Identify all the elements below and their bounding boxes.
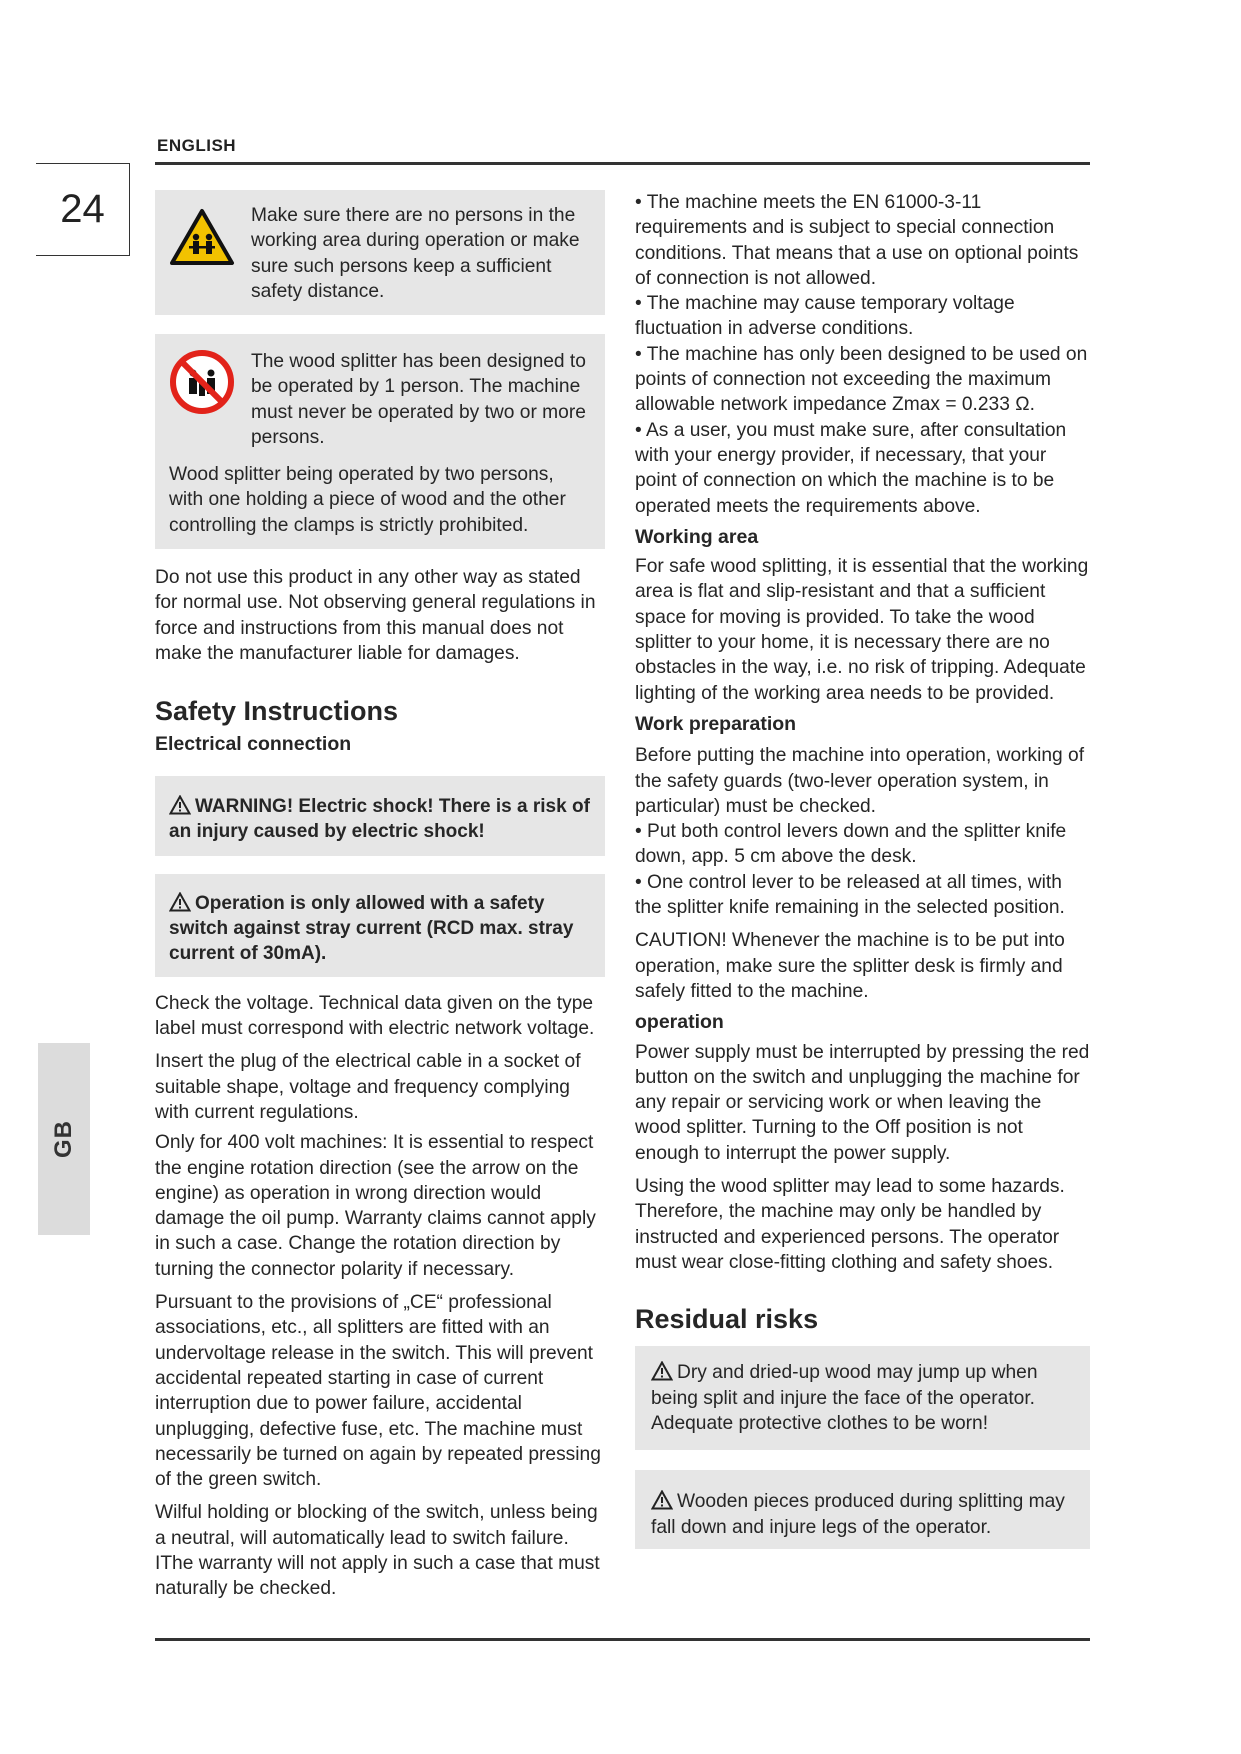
residual-risks-title: Residual risks	[635, 1304, 819, 1335]
intro-paragraph: Do not use this product in any other way as stated for normal use. Not observing general regulations in force and instructions from this manual does not make the manufacturer liable for damages.	[155, 567, 596, 664]
two-person-box	[155, 334, 605, 549]
warning-box-1	[155, 776, 605, 856]
language-label: ENGLISH	[157, 136, 237, 155]
left-column	[155, 190, 605, 1602]
paragraph-voltage: Check the voltage. Technical data given on the type label must correspond with electric network voltage.	[155, 992, 595, 1040]
person-warning-icon	[169, 208, 235, 266]
bullet-impedance: • The machine has only been designed to be used on points of connection not exceeding the maximum allowable network impedance Zmax = 0.233 Ω.	[635, 343, 1088, 416]
work-preparation-text: Before putting the machine into operation, working of the safety guards (two-lever operation system, in particular) must be checked.	[635, 745, 1085, 817]
operation-text-2: Using the wood splitter may lead to some hazards. Therefore, the machine may only be handled by instructed and experienced persons. The operator must wear close-fitting clothing and safety shoes.	[635, 1175, 1065, 1273]
warning-triangle-icon	[651, 1361, 673, 1381]
operation-text-1: Power supply must be interrupted by pressing the red button on the switch and unplugging the machine for any repair or servicing work or when leaving the wood splitter. Turning to the Off position is not enough to interrupt the power supply.	[635, 1041, 1090, 1164]
warning-triangle-icon	[651, 1490, 673, 1510]
bullet-voltage-fluctuation: • The machine may cause temporary voltage fluctuation in adverse conditions.	[635, 293, 1015, 340]
person-warning-box	[155, 190, 605, 315]
work-preparation-bullet-1: • Put both control levers down and the splitter knife down, app. 5 cm above the desk.	[635, 821, 1067, 868]
bullet-en61000: • The machine meets the EN 61000-3-11 requirements and is subject to special connection conditions. That means that a use on optional points of connection is not allowed.	[635, 192, 1079, 289]
work-preparation-bullet-2: • One control lever to be released at all times, with the splitter knife remaining in the selected position.	[635, 871, 1065, 919]
risk-box-2	[635, 1470, 1090, 1549]
warning-triangle-icon	[169, 795, 191, 815]
warning-1-text: WARNING! Electric shock! There is a risk of an injury caused by electric shock!	[169, 795, 590, 842]
header-rule	[155, 162, 1090, 165]
subsection-title: Electrical connection	[155, 733, 352, 756]
paragraph-400v: Only for 400 volt machines: It is essential to respect the engine rotation direction (see the arrow on the engine) as operation in wrong direction would damage the oil pump. Warranty claims cannot apply in such a case. Change the rotation direction by turning the connector polarity if necessary.	[155, 1132, 596, 1280]
right-column	[635, 190, 1090, 1549]
two-person-prohibited-icon	[169, 349, 235, 415]
bullet-energy-provider: • As a user, you must make sure, after consultation with your energy provider, if necessary, that your point of connection on which the machine is to be operated meets the requirements above.	[635, 419, 1067, 517]
risk-box-1	[635, 1346, 1090, 1450]
page-number: 24	[36, 163, 130, 256]
working-area-text: For safe wood splitting, it is essential that the working area is flat and slip-resistant and that a sufficient space for moving is provided. To take the wood splitter to your home, it is necessary there are no obstacles in the way, i.e. no risk of tripping. Adequate lighting of the working area needs to be provided.	[635, 556, 1089, 704]
risk-2-text: Wooden pieces produced during splitting may fall down and injure legs of the operator.	[651, 1491, 1065, 1538]
caution-text: CAUTION! Whenever the machine is to be put into operation, make sure the splitter desk is firmly and safely fitted to the machine.	[635, 930, 1065, 1002]
paragraph-ce: Pursuant to the provisions of „CE“ professional associations, etc., all splitters are fitted with an undervoltage release in the switch. This will prevent accidental repeated starting in case of current interruption due to power failure, accidental unplugging, defective fuse, etc. The machine must necessarily be turned on again by repeated pressing of the green switch.	[155, 1292, 601, 1491]
side-tab-label: GB	[50, 1120, 77, 1158]
working-area-title: Working area	[635, 525, 759, 548]
side-tab	[38, 1043, 90, 1235]
box1-text: Make sure there are no persons in the working area during operation or make sure such persons keep a sufficient safety distance.	[251, 205, 580, 302]
section-title: Safety Instructions	[155, 696, 399, 727]
footer-rule	[155, 1638, 1090, 1641]
paragraph-switch: Wilful holding or blocking of the switch, unless being a neutral, will automatically lead to switch failure. IThe warranty will not apply in such a case that must naturally be checked.	[155, 1502, 600, 1600]
box2-note: Wood splitter being operated by two persons, with one holding a piece of wood and the other controlling the clamps is strictly prohibited.	[169, 464, 566, 536]
warning-triangle-icon	[169, 892, 191, 912]
box2-text: The wood splitter has been designed to be operated by 1 person. The machine must never be operated by two or more persons.	[251, 351, 586, 448]
work-preparation-title: Work preparation	[635, 712, 797, 735]
paragraph-plug: Insert the plug of the electrical cable in a socket of suitable shape, voltage and frequency complying with current regulations.	[155, 1051, 581, 1123]
warning-box-2	[155, 874, 605, 977]
warning-2-text: Operation is only allowed with a safety switch against stray current (RCD max. stray current of 30mA).	[169, 892, 574, 964]
risk-1-text: Dry and dried-up wood may jump up when being split and injure the face of the operator. Adequate protective clothes to be worn!	[651, 1362, 1038, 1435]
operation-title: operation	[635, 1011, 724, 1034]
